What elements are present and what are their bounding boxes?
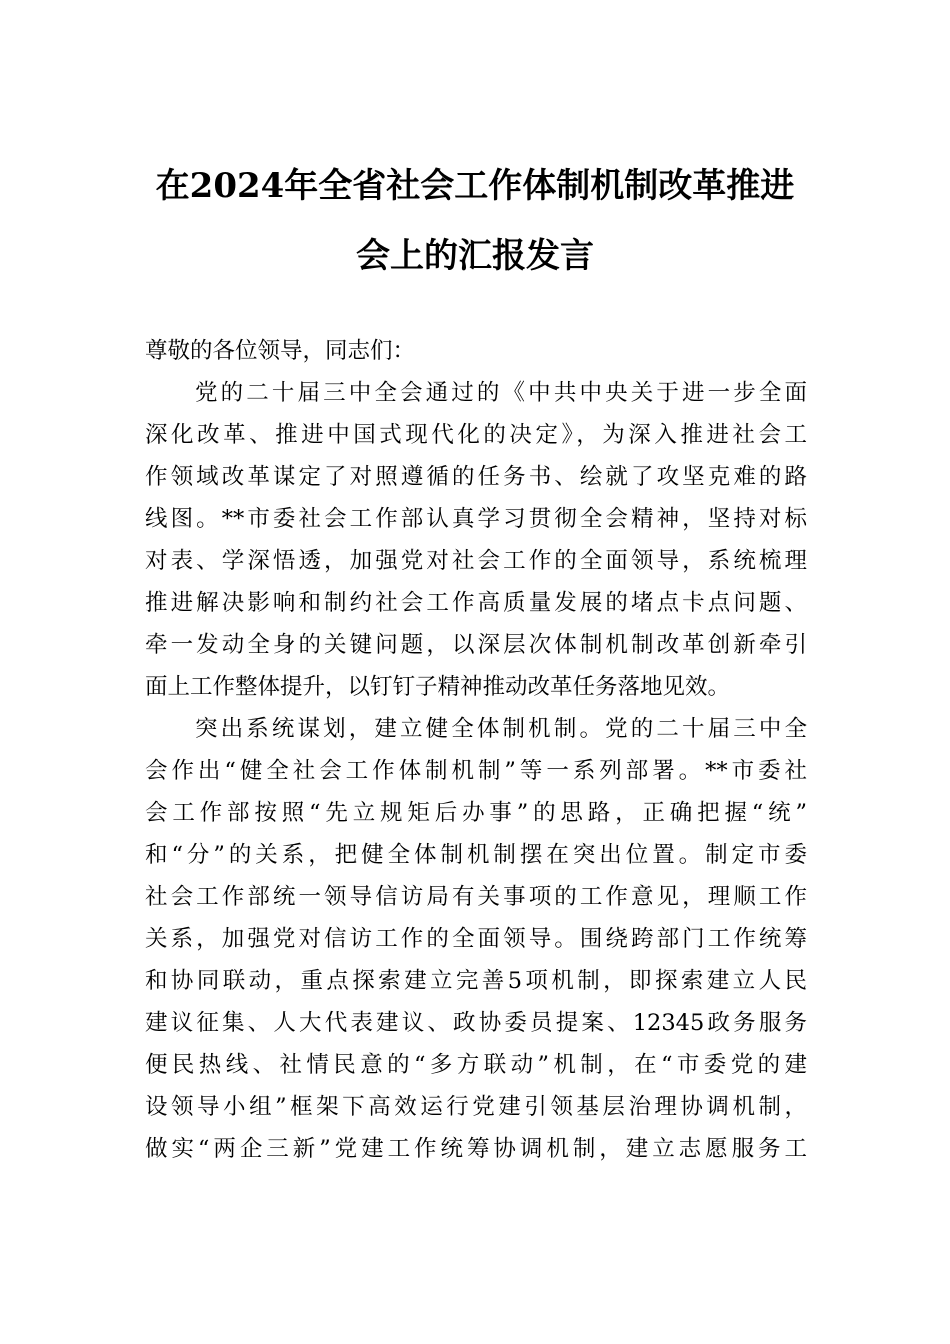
document-body bbox=[145, 330, 807, 1170]
paragraph-line: 线图。**市委社会工作部认真学习贯彻全会精神，坚持对标 bbox=[145, 506, 807, 532]
paragraph-line: 党的二十届三中全会通过的《中共中央关于进一步全面 bbox=[195, 380, 807, 406]
paragraph-line: 和“分”的关系，把健全体制机制摆在突出位置。制定市委 bbox=[145, 842, 807, 868]
document-title-line-1: 在2024年全省社会工作体制机制改革推进 bbox=[155, 166, 795, 206]
paragraph-line: 会工作部按照“先立规矩后办事”的思路，正确把握“统” bbox=[145, 800, 807, 826]
document-title-line-2: 会上的汇报发言 bbox=[356, 236, 594, 276]
paragraph-line: 做实“两企三新”党建工作统筹协调机制，建立志愿服务工 bbox=[145, 1136, 807, 1162]
paragraph-line: 牵一发动全身的关键问题，以深层次体制机制改革创新牵引 bbox=[145, 632, 807, 658]
paragraph-line: 深化改革、推进中国式现代化的决定》，为深入推进社会工 bbox=[145, 422, 807, 448]
paragraph-line: 和协同联动，重点探索建立完善5项机制，即探索建立人民 bbox=[145, 968, 807, 994]
paragraph-line: 会作出“健全社会工作体制机制”等一系列部署。**市委社 bbox=[145, 758, 807, 784]
salutation: 尊敬的各位领导，同志们： bbox=[145, 338, 416, 364]
paragraph-line: 面上工作整体提升，以钉钉子精神推动改革任务落地见效。 bbox=[145, 674, 731, 700]
paragraph-2 bbox=[145, 708, 807, 1170]
paragraph-line: 突出系统谋划，建立健全体制机制。党的二十届三中全 bbox=[195, 716, 807, 742]
paragraph-line: 设领导小组”框架下高效运行党建引领基层治理协调机制， bbox=[145, 1094, 807, 1120]
paragraph-line: 推进解决影响和制约社会工作高质量发展的堵点卡点问题、 bbox=[145, 590, 807, 616]
paragraph-1 bbox=[145, 372, 807, 708]
paragraph-line: 社会工作部统一领导信访局有关事项的工作意见，理顺工作 bbox=[145, 884, 807, 910]
paragraph-line: 关系，加强党对信访工作的全面领导。围绕跨部门工作统筹 bbox=[145, 926, 807, 952]
paragraph-line: 对表、学深悟透，加强党对社会工作的全面领导，系统梳理 bbox=[145, 548, 807, 574]
paragraph-line: 便民热线、社情民意的“多方联动”机制，在“市委党的建 bbox=[145, 1052, 807, 1078]
paragraph-line: 作领域改革谋定了对照遵循的任务书、绘就了攻坚克难的路 bbox=[145, 464, 807, 490]
paragraph-line: 建议征集、人大代表建议、政协委员提案、12345政务服务 bbox=[145, 1010, 807, 1036]
